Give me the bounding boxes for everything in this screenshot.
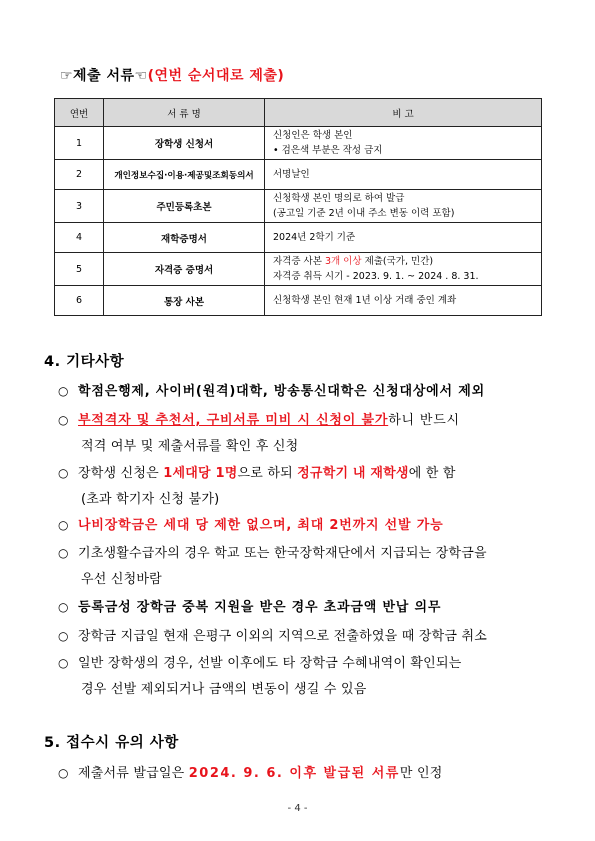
list-item: ○ 학점은행제, 사이버(원격)대학, 방송통신대학은 신청대상에서 제외 xyxy=(58,384,485,399)
list-item-continuation: 적격 여부 및 제출서류를 확인 후 신청 xyxy=(81,439,299,454)
documents-title: ☞제출 서류☜(연번 순서대로 제출) xyxy=(60,68,285,84)
header-note: 비 고 xyxy=(265,99,542,127)
documents-table xyxy=(54,98,542,316)
header-no: 연번 xyxy=(55,99,104,127)
table-row: 6 통장 사본 신청학생 본인 현재 1년 이상 거래 중인 계좌 xyxy=(55,286,542,316)
section-5-title: 5. 접수시 유의 사항 xyxy=(44,735,179,751)
list-item-continuation: (초과 학기자 신청 불가) xyxy=(81,492,220,507)
table-row: 1 장학생 신청서 신청인은 학생 본인 • 검은색 부분은 작성 금지 xyxy=(55,127,542,160)
header-name: 서 류 명 xyxy=(104,99,265,127)
table-row: 4 재학증명서 2024년 2학기 기준 xyxy=(55,223,542,253)
list-item: ○ 나비장학금은 세대 당 제한 없으며, 최대 2번까지 선발 가능 xyxy=(58,518,444,533)
list-item: ○ 기초생활수급자의 경우 학교 또는 한국장학재단에서 지급되는 장학금을 xyxy=(58,546,487,561)
table-row: 3 주민등록초본 신청학생 본인 명의로 하여 발급 (공고일 기준 2년 이내 주소 변동 이력 포함) xyxy=(55,190,542,223)
page-number: - 4 - xyxy=(287,803,308,814)
table-row: 2 개인정보수집·이용·제공및조회동의서 서명날인 xyxy=(55,160,542,190)
list-item: ○ 제출서류 발급일은 2024. 9. 6. 이후 발급된 서류만 인정 xyxy=(58,766,443,781)
list-item: ○ 장학금 지급일 현재 은평구 이외의 지역으로 전출하였을 때 장학금 취소 xyxy=(58,629,487,644)
table-header-row xyxy=(55,99,542,127)
list-item: ○ 장학생 신청은 1세대당 1명으로 하되 정규학기 내 재학생에 한 함 xyxy=(58,466,456,481)
list-item: ○ 부적격자 및 추천서, 구비서류 미비 시 신청이 불가하니 반드시 xyxy=(58,413,460,428)
list-item: ○ 등록금성 장학금 중복 지원을 받은 경우 초과금액 반납 의무 xyxy=(58,600,442,615)
table-row: 5 자격증 증명서 자격증 사본 3개 이상 제출(국가, 민간) 자격증 취득 시기 - 2023. 9. 1. ~ 2024 . 8. 31. xyxy=(55,253,542,286)
section-4-title: 4. 기타사항 xyxy=(44,354,125,370)
list-item: ○ 일반 장학생의 경우, 선발 이후에도 타 장학금 수혜내역이 확인되는 xyxy=(58,656,462,671)
list-item-continuation: 경우 선발 제외되거나 금액의 변동이 생길 수 있음 xyxy=(81,682,367,697)
list-item-continuation: 우선 신청바람 xyxy=(81,572,162,587)
